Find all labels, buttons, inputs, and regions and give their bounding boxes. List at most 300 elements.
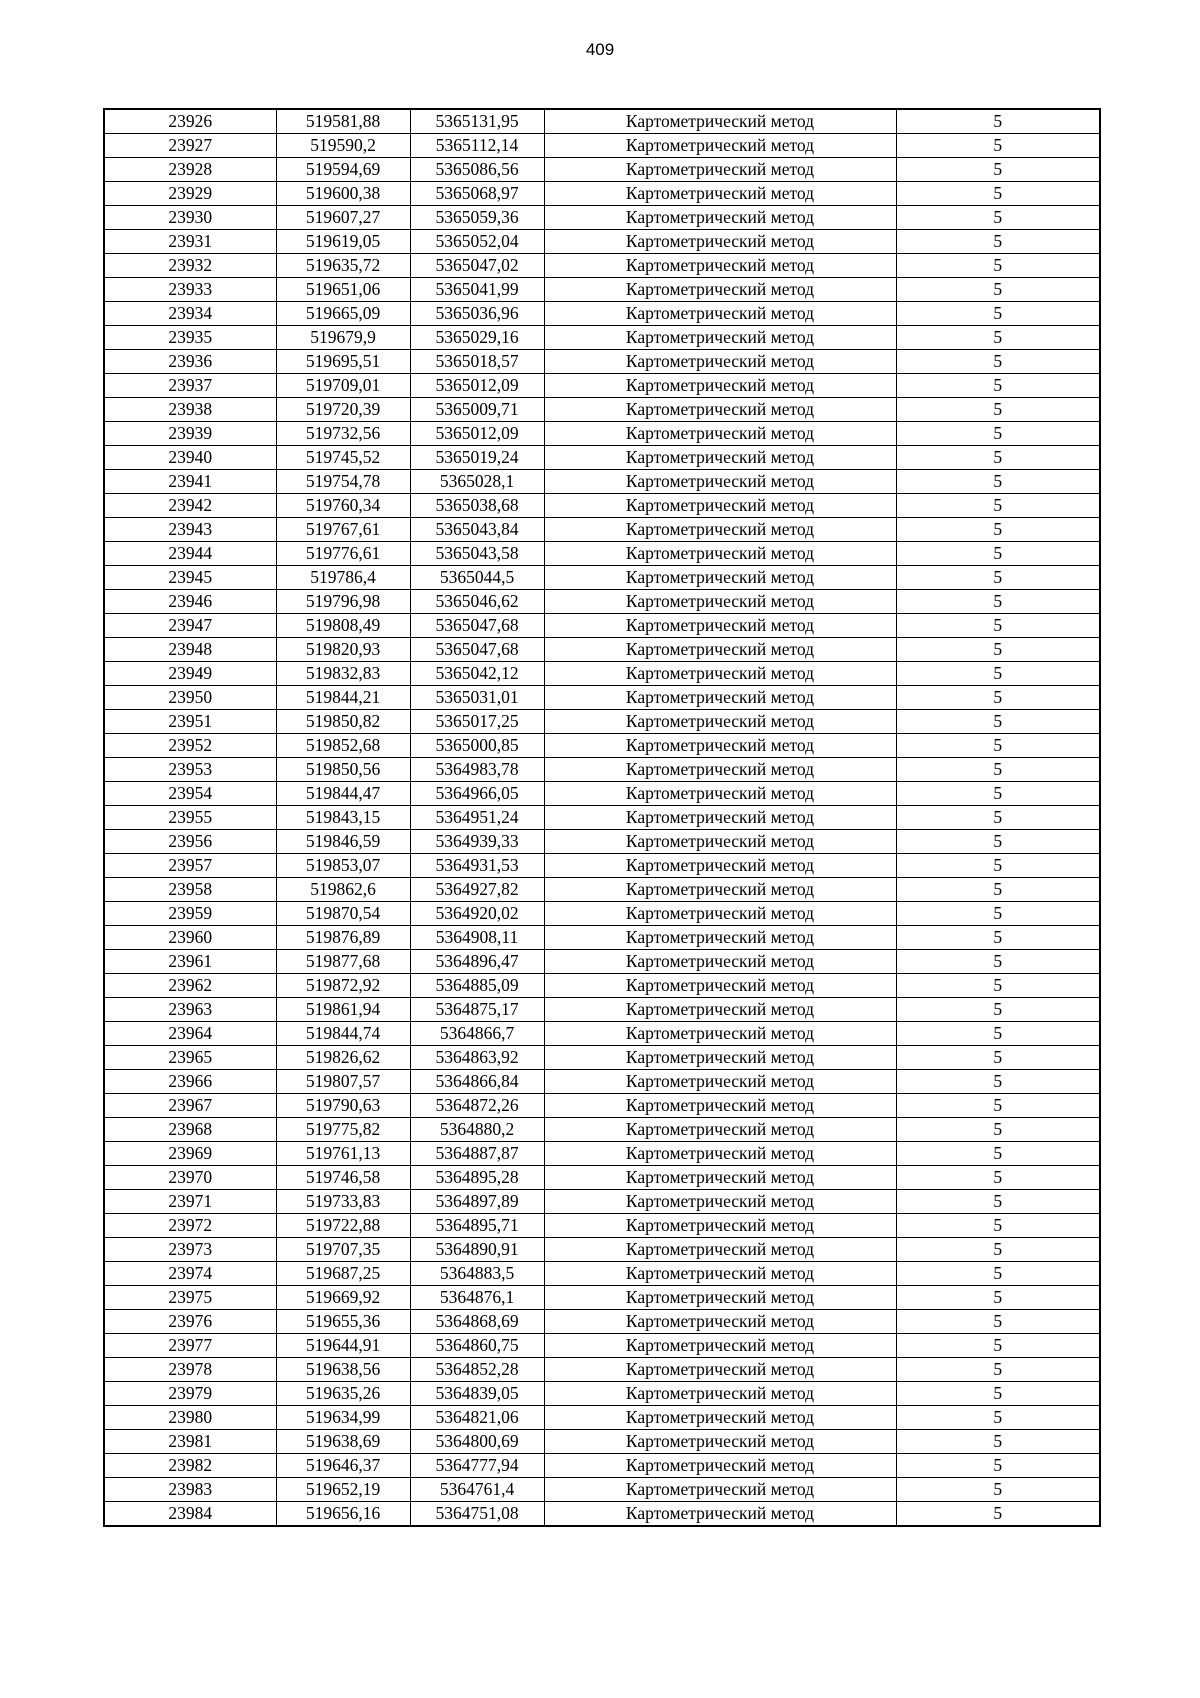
method-cell: Картометрический метод (544, 350, 896, 374)
x-coordinate-cell: 519852,68 (276, 734, 410, 758)
x-coordinate-cell: 519732,56 (276, 422, 410, 446)
method-cell: Картометрический метод (544, 206, 896, 230)
table-row (104, 1094, 1100, 1118)
accuracy-cell: 5 (896, 350, 1100, 374)
table-row (104, 470, 1100, 494)
table-row (104, 230, 1100, 254)
y-coordinate-cell: 5365038,68 (410, 494, 544, 518)
point-number-cell: 23966 (104, 1070, 276, 1094)
x-coordinate-cell: 519646,37 (276, 1454, 410, 1478)
table-row (104, 830, 1100, 854)
y-coordinate-cell: 5365036,96 (410, 302, 544, 326)
method-cell: Картометрический метод (544, 1070, 896, 1094)
method-cell: Картометрический метод (544, 398, 896, 422)
table-row (104, 1334, 1100, 1358)
accuracy-cell: 5 (896, 302, 1100, 326)
method-cell: Картометрический метод (544, 566, 896, 590)
point-number-cell: 23979 (104, 1382, 276, 1406)
point-number-cell: 23960 (104, 926, 276, 950)
y-coordinate-cell: 5365031,01 (410, 686, 544, 710)
method-cell: Картометрический метод (544, 1406, 896, 1430)
accuracy-cell: 5 (896, 1430, 1100, 1454)
y-coordinate-cell: 5365041,99 (410, 278, 544, 302)
y-coordinate-cell: 5365043,84 (410, 518, 544, 542)
point-number-cell: 23931 (104, 230, 276, 254)
method-cell: Картометрический метод (544, 662, 896, 686)
table-row (104, 1502, 1100, 1527)
y-coordinate-cell: 5364866,84 (410, 1070, 544, 1094)
accuracy-cell: 5 (896, 1118, 1100, 1142)
method-cell: Картометрический метод (544, 1310, 896, 1334)
accuracy-cell: 5 (896, 830, 1100, 854)
accuracy-cell: 5 (896, 782, 1100, 806)
accuracy-cell: 5 (896, 566, 1100, 590)
accuracy-cell: 5 (896, 758, 1100, 782)
point-number-cell: 23964 (104, 1022, 276, 1046)
x-coordinate-cell: 519844,74 (276, 1022, 410, 1046)
y-coordinate-cell: 5365000,85 (410, 734, 544, 758)
table-row (104, 1022, 1100, 1046)
coordinates-table-body (104, 109, 1100, 1526)
table-row (104, 109, 1100, 134)
table-row (104, 638, 1100, 662)
y-coordinate-cell: 5365059,36 (410, 206, 544, 230)
x-coordinate-cell: 519695,51 (276, 350, 410, 374)
accuracy-cell: 5 (896, 398, 1100, 422)
y-coordinate-cell: 5365047,02 (410, 254, 544, 278)
y-coordinate-cell: 5364852,28 (410, 1358, 544, 1382)
point-number-cell: 23973 (104, 1238, 276, 1262)
table-row (104, 1046, 1100, 1070)
point-number-cell: 23930 (104, 206, 276, 230)
table-row (104, 950, 1100, 974)
x-coordinate-cell: 519656,16 (276, 1502, 410, 1527)
y-coordinate-cell: 5364885,09 (410, 974, 544, 998)
method-cell: Картометрический метод (544, 974, 896, 998)
table-row (104, 998, 1100, 1022)
table-row (104, 398, 1100, 422)
x-coordinate-cell: 519745,52 (276, 446, 410, 470)
y-coordinate-cell: 5365012,09 (410, 422, 544, 446)
table-row (104, 254, 1100, 278)
method-cell: Картометрический метод (544, 1118, 896, 1142)
y-coordinate-cell: 5364761,4 (410, 1478, 544, 1502)
y-coordinate-cell: 5364951,24 (410, 806, 544, 830)
method-cell: Картометрический метод (544, 1238, 896, 1262)
accuracy-cell: 5 (896, 1238, 1100, 1262)
method-cell: Картометрический метод (544, 518, 896, 542)
point-number-cell: 23967 (104, 1094, 276, 1118)
accuracy-cell: 5 (896, 950, 1100, 974)
x-coordinate-cell: 519808,49 (276, 614, 410, 638)
point-number-cell: 23933 (104, 278, 276, 302)
method-cell: Картометрический метод (544, 302, 896, 326)
point-number-cell: 23945 (104, 566, 276, 590)
x-coordinate-cell: 519850,56 (276, 758, 410, 782)
point-number-cell: 23981 (104, 1430, 276, 1454)
accuracy-cell: 5 (896, 1406, 1100, 1430)
point-number-cell: 23963 (104, 998, 276, 1022)
y-coordinate-cell: 5365028,1 (410, 470, 544, 494)
accuracy-cell: 5 (896, 590, 1100, 614)
method-cell: Картометрический метод (544, 926, 896, 950)
accuracy-cell: 5 (896, 1262, 1100, 1286)
method-cell: Картометрический метод (544, 1382, 896, 1406)
point-number-cell: 23941 (104, 470, 276, 494)
point-number-cell: 23940 (104, 446, 276, 470)
x-coordinate-cell: 519722,88 (276, 1214, 410, 1238)
point-number-cell: 23953 (104, 758, 276, 782)
method-cell: Картометрический метод (544, 1262, 896, 1286)
table-row (104, 1286, 1100, 1310)
table-row (104, 926, 1100, 950)
table-row (104, 1430, 1100, 1454)
method-cell: Картометрический метод (544, 109, 896, 134)
accuracy-cell: 5 (896, 326, 1100, 350)
point-number-cell: 23939 (104, 422, 276, 446)
accuracy-cell: 5 (896, 638, 1100, 662)
y-coordinate-cell: 5364887,87 (410, 1142, 544, 1166)
method-cell: Картометрический метод (544, 806, 896, 830)
table-row (104, 902, 1100, 926)
x-coordinate-cell: 519607,27 (276, 206, 410, 230)
point-number-cell: 23951 (104, 710, 276, 734)
y-coordinate-cell: 5364920,02 (410, 902, 544, 926)
table-row (104, 1238, 1100, 1262)
method-cell: Картометрический метод (544, 158, 896, 182)
accuracy-cell: 5 (896, 806, 1100, 830)
accuracy-cell: 5 (896, 974, 1100, 998)
y-coordinate-cell: 5364890,91 (410, 1238, 544, 1262)
accuracy-cell: 5 (896, 1334, 1100, 1358)
point-number-cell: 23944 (104, 542, 276, 566)
method-cell: Картометрический метод (544, 638, 896, 662)
x-coordinate-cell: 519590,2 (276, 134, 410, 158)
point-number-cell: 23938 (104, 398, 276, 422)
y-coordinate-cell: 5364872,26 (410, 1094, 544, 1118)
y-coordinate-cell: 5364800,69 (410, 1430, 544, 1454)
accuracy-cell: 5 (896, 1478, 1100, 1502)
method-cell: Картометрический метод (544, 374, 896, 398)
method-cell: Картометрический метод (544, 1094, 896, 1118)
accuracy-cell: 5 (896, 470, 1100, 494)
x-coordinate-cell: 519634,99 (276, 1406, 410, 1430)
method-cell: Картометрический метод (544, 230, 896, 254)
table-row (104, 1262, 1100, 1286)
point-number-cell: 23976 (104, 1310, 276, 1334)
accuracy-cell: 5 (896, 1454, 1100, 1478)
method-cell: Картометрический метод (544, 1190, 896, 1214)
method-cell: Картометрический метод (544, 1454, 896, 1478)
accuracy-cell: 5 (896, 734, 1100, 758)
table-row (104, 1166, 1100, 1190)
accuracy-cell: 5 (896, 1070, 1100, 1094)
method-cell: Картометрический метод (544, 134, 896, 158)
accuracy-cell: 5 (896, 902, 1100, 926)
method-cell: Картометрический метод (544, 182, 896, 206)
accuracy-cell: 5 (896, 254, 1100, 278)
x-coordinate-cell: 519600,38 (276, 182, 410, 206)
x-coordinate-cell: 519733,83 (276, 1190, 410, 1214)
method-cell: Картометрический метод (544, 854, 896, 878)
y-coordinate-cell: 5365043,58 (410, 542, 544, 566)
table-row (104, 518, 1100, 542)
table-row (104, 806, 1100, 830)
y-coordinate-cell: 5365052,04 (410, 230, 544, 254)
y-coordinate-cell: 5365112,14 (410, 134, 544, 158)
table-row (104, 1454, 1100, 1478)
point-number-cell: 23943 (104, 518, 276, 542)
table-row (104, 374, 1100, 398)
point-number-cell: 23968 (104, 1118, 276, 1142)
accuracy-cell: 5 (896, 1142, 1100, 1166)
table-row (104, 134, 1100, 158)
table-row (104, 302, 1100, 326)
accuracy-cell: 5 (896, 710, 1100, 734)
table-row (104, 854, 1100, 878)
table-row (104, 1070, 1100, 1094)
method-cell: Картометрический метод (544, 830, 896, 854)
point-number-cell: 23978 (104, 1358, 276, 1382)
table-row (104, 446, 1100, 470)
table-row (104, 422, 1100, 446)
x-coordinate-cell: 519655,36 (276, 1310, 410, 1334)
table-row (104, 782, 1100, 806)
y-coordinate-cell: 5365012,09 (410, 374, 544, 398)
table-row (104, 182, 1100, 206)
x-coordinate-cell: 519652,19 (276, 1478, 410, 1502)
y-coordinate-cell: 5364908,11 (410, 926, 544, 950)
x-coordinate-cell: 519638,69 (276, 1430, 410, 1454)
point-number-cell: 23928 (104, 158, 276, 182)
y-coordinate-cell: 5364931,53 (410, 854, 544, 878)
table-row (104, 350, 1100, 374)
table-row (104, 686, 1100, 710)
accuracy-cell: 5 (896, 1214, 1100, 1238)
point-number-cell: 23959 (104, 902, 276, 926)
x-coordinate-cell: 519776,61 (276, 542, 410, 566)
y-coordinate-cell: 5364983,78 (410, 758, 544, 782)
point-number-cell: 23961 (104, 950, 276, 974)
table-row (104, 1142, 1100, 1166)
point-number-cell: 23950 (104, 686, 276, 710)
y-coordinate-cell: 5364821,06 (410, 1406, 544, 1430)
method-cell: Картометрический метод (544, 710, 896, 734)
y-coordinate-cell: 5364966,05 (410, 782, 544, 806)
point-number-cell: 23942 (104, 494, 276, 518)
point-number-cell: 23970 (104, 1166, 276, 1190)
table-row (104, 1118, 1100, 1142)
x-coordinate-cell: 519594,69 (276, 158, 410, 182)
method-cell: Картометрический метод (544, 542, 896, 566)
x-coordinate-cell: 519872,92 (276, 974, 410, 998)
y-coordinate-cell: 5365044,5 (410, 566, 544, 590)
method-cell: Картометрический метод (544, 1046, 896, 1070)
x-coordinate-cell: 519877,68 (276, 950, 410, 974)
table-row (104, 1406, 1100, 1430)
x-coordinate-cell: 519644,91 (276, 1334, 410, 1358)
x-coordinate-cell: 519807,57 (276, 1070, 410, 1094)
method-cell: Картометрический метод (544, 278, 896, 302)
table-row (104, 1478, 1100, 1502)
method-cell: Картометрический метод (544, 782, 896, 806)
method-cell: Картометрический метод (544, 470, 896, 494)
method-cell: Картометрический метод (544, 950, 896, 974)
y-coordinate-cell: 5365047,68 (410, 614, 544, 638)
x-coordinate-cell: 519709,01 (276, 374, 410, 398)
x-coordinate-cell: 519775,82 (276, 1118, 410, 1142)
y-coordinate-cell: 5365009,71 (410, 398, 544, 422)
point-number-cell: 23962 (104, 974, 276, 998)
x-coordinate-cell: 519754,78 (276, 470, 410, 494)
x-coordinate-cell: 519669,92 (276, 1286, 410, 1310)
accuracy-cell: 5 (896, 998, 1100, 1022)
accuracy-cell: 5 (896, 1046, 1100, 1070)
y-coordinate-cell: 5365131,95 (410, 109, 544, 134)
method-cell: Картометрический метод (544, 590, 896, 614)
method-cell: Картометрический метод (544, 734, 896, 758)
point-number-cell: 23957 (104, 854, 276, 878)
accuracy-cell: 5 (896, 109, 1100, 134)
point-number-cell: 23983 (104, 1478, 276, 1502)
x-coordinate-cell: 519638,56 (276, 1358, 410, 1382)
accuracy-cell: 5 (896, 230, 1100, 254)
x-coordinate-cell: 519844,47 (276, 782, 410, 806)
x-coordinate-cell: 519826,62 (276, 1046, 410, 1070)
point-number-cell: 23936 (104, 350, 276, 374)
y-coordinate-cell: 5364839,05 (410, 1382, 544, 1406)
table-row (104, 158, 1100, 182)
method-cell: Картометрический метод (544, 1334, 896, 1358)
point-number-cell: 23980 (104, 1406, 276, 1430)
x-coordinate-cell: 519665,09 (276, 302, 410, 326)
method-cell: Картометрический метод (544, 1286, 896, 1310)
accuracy-cell: 5 (896, 1094, 1100, 1118)
method-cell: Картометрический метод (544, 686, 896, 710)
y-coordinate-cell: 5364866,7 (410, 1022, 544, 1046)
table-row (104, 974, 1100, 998)
y-coordinate-cell: 5365017,25 (410, 710, 544, 734)
accuracy-cell: 5 (896, 1358, 1100, 1382)
table-row (104, 614, 1100, 638)
accuracy-cell: 5 (896, 1502, 1100, 1527)
y-coordinate-cell: 5365086,56 (410, 158, 544, 182)
y-coordinate-cell: 5365029,16 (410, 326, 544, 350)
point-number-cell: 23948 (104, 638, 276, 662)
method-cell: Картометрический метод (544, 1022, 896, 1046)
accuracy-cell: 5 (896, 422, 1100, 446)
point-number-cell: 23974 (104, 1262, 276, 1286)
x-coordinate-cell: 519843,15 (276, 806, 410, 830)
method-cell: Картометрический метод (544, 494, 896, 518)
y-coordinate-cell: 5365042,12 (410, 662, 544, 686)
accuracy-cell: 5 (896, 854, 1100, 878)
x-coordinate-cell: 519861,94 (276, 998, 410, 1022)
table-row (104, 710, 1100, 734)
point-number-cell: 23929 (104, 182, 276, 206)
table-row (104, 566, 1100, 590)
point-number-cell: 23946 (104, 590, 276, 614)
accuracy-cell: 5 (896, 374, 1100, 398)
coordinates-table (103, 108, 1101, 1527)
accuracy-cell: 5 (896, 182, 1100, 206)
y-coordinate-cell: 5364777,94 (410, 1454, 544, 1478)
point-number-cell: 23984 (104, 1502, 276, 1527)
x-coordinate-cell: 519786,4 (276, 566, 410, 590)
x-coordinate-cell: 519853,07 (276, 854, 410, 878)
accuracy-cell: 5 (896, 278, 1100, 302)
y-coordinate-cell: 5364751,08 (410, 1502, 544, 1527)
x-coordinate-cell: 519635,26 (276, 1382, 410, 1406)
y-coordinate-cell: 5365019,24 (410, 446, 544, 470)
point-number-cell: 23947 (104, 614, 276, 638)
point-number-cell: 23952 (104, 734, 276, 758)
method-cell: Картометрический метод (544, 1502, 896, 1527)
y-coordinate-cell: 5364895,71 (410, 1214, 544, 1238)
x-coordinate-cell: 519720,39 (276, 398, 410, 422)
accuracy-cell: 5 (896, 518, 1100, 542)
accuracy-cell: 5 (896, 494, 1100, 518)
point-number-cell: 23932 (104, 254, 276, 278)
method-cell: Картометрический метод (544, 902, 896, 926)
accuracy-cell: 5 (896, 686, 1100, 710)
method-cell: Картометрический метод (544, 326, 896, 350)
accuracy-cell: 5 (896, 1382, 1100, 1406)
point-number-cell: 23955 (104, 806, 276, 830)
x-coordinate-cell: 519707,35 (276, 1238, 410, 1262)
y-coordinate-cell: 5364876,1 (410, 1286, 544, 1310)
x-coordinate-cell: 519790,63 (276, 1094, 410, 1118)
table-row (104, 1382, 1100, 1406)
point-number-cell: 23965 (104, 1046, 276, 1070)
point-number-cell: 23934 (104, 302, 276, 326)
accuracy-cell: 5 (896, 1190, 1100, 1214)
table-row (104, 494, 1100, 518)
y-coordinate-cell: 5364860,75 (410, 1334, 544, 1358)
point-number-cell: 23958 (104, 878, 276, 902)
point-number-cell: 23982 (104, 1454, 276, 1478)
accuracy-cell: 5 (896, 614, 1100, 638)
x-coordinate-cell: 519844,21 (276, 686, 410, 710)
accuracy-cell: 5 (896, 158, 1100, 182)
table-row (104, 1358, 1100, 1382)
method-cell: Картометрический метод (544, 1166, 896, 1190)
method-cell: Картометрический метод (544, 1430, 896, 1454)
method-cell: Картометрический метод (544, 1214, 896, 1238)
y-coordinate-cell: 5364895,28 (410, 1166, 544, 1190)
accuracy-cell: 5 (896, 206, 1100, 230)
y-coordinate-cell: 5364875,17 (410, 998, 544, 1022)
point-number-cell: 23972 (104, 1214, 276, 1238)
y-coordinate-cell: 5365047,68 (410, 638, 544, 662)
method-cell: Картометрический метод (544, 614, 896, 638)
table-row (104, 542, 1100, 566)
y-coordinate-cell: 5364883,5 (410, 1262, 544, 1286)
y-coordinate-cell: 5364880,2 (410, 1118, 544, 1142)
accuracy-cell: 5 (896, 878, 1100, 902)
table-row (104, 206, 1100, 230)
x-coordinate-cell: 519619,05 (276, 230, 410, 254)
accuracy-cell: 5 (896, 1310, 1100, 1334)
table-row (104, 1190, 1100, 1214)
point-number-cell: 23954 (104, 782, 276, 806)
method-cell: Картометрический метод (544, 446, 896, 470)
point-number-cell: 23971 (104, 1190, 276, 1214)
point-number-cell: 23935 (104, 326, 276, 350)
x-coordinate-cell: 519635,72 (276, 254, 410, 278)
accuracy-cell: 5 (896, 662, 1100, 686)
point-number-cell: 23949 (104, 662, 276, 686)
